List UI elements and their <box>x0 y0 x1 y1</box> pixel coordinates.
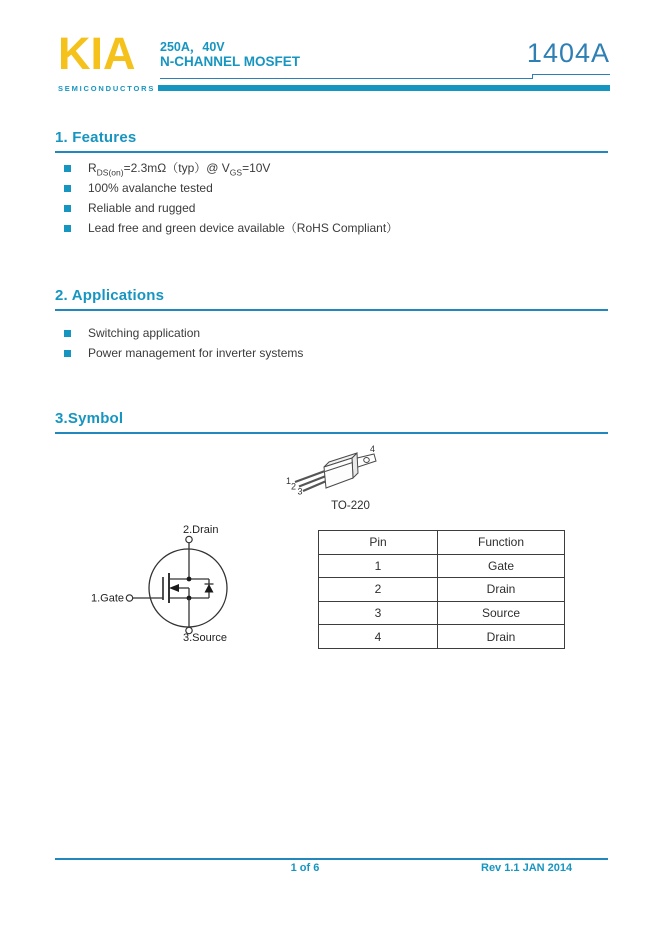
drain-terminal <box>186 536 192 542</box>
header-thin-rule-left <box>160 78 532 79</box>
feature-item-2 <box>64 181 213 196</box>
vgs-value: =10V <box>242 161 271 175</box>
bullet-icon <box>64 350 71 357</box>
rds-subscript: DS(on) <box>96 167 124 178</box>
pin-cell: 1 <box>319 554 438 578</box>
kia-logo-subtext: SEMICONDUCTORS <box>58 84 156 93</box>
pin-label-4: 4 <box>370 444 376 454</box>
applications-heading: 2. Applications <box>55 287 608 311</box>
table-row <box>319 578 565 602</box>
pin-cell: 3 <box>319 601 438 625</box>
lead-2 <box>299 476 326 487</box>
function-cell: Source <box>438 601 565 625</box>
bullet-icon <box>64 205 71 212</box>
feature-item-text: Lead free and green device available（RoHS Compliant） <box>88 221 399 235</box>
application-item-1 <box>64 326 200 341</box>
header-thick-rule <box>158 85 610 91</box>
lead-1 <box>295 471 325 482</box>
feature-item-1 <box>64 161 270 180</box>
table-header-pin: Pin <box>319 531 438 555</box>
substrate-arrow <box>169 584 179 592</box>
source-label: 3.Source <box>183 632 228 644</box>
vgs-subscript: GS <box>229 167 243 178</box>
feature-item-text: Reliable and rugged <box>88 201 196 215</box>
mounting-hole <box>364 458 370 463</box>
table-row <box>319 554 565 578</box>
lead-3 <box>303 481 328 492</box>
kia-logo: KIA <box>58 28 136 79</box>
pin-label-3: 3 <box>297 486 303 497</box>
features-heading: 1. Features <box>55 129 608 153</box>
drain-label: 2.Drain <box>183 524 219 536</box>
header-thin-rule-right <box>532 74 610 75</box>
function-cell: Gate <box>438 554 565 578</box>
feature-item-text: 100% avalanche tested <box>88 181 213 195</box>
to220-package-drawing <box>283 441 388 503</box>
product-rating: 250A，40V <box>160 40 225 54</box>
rds-symbol: R <box>88 161 97 175</box>
footer-rule <box>55 858 608 860</box>
rds-value: =2.3mΩ（typ）@ V <box>123 161 230 175</box>
drain-junction-dot <box>187 577 192 582</box>
part-number: 1404A <box>526 38 610 68</box>
application-item-text: Switching application <box>88 326 201 340</box>
pin-label-1: 1 <box>286 476 292 486</box>
mosfet-schematic <box>80 522 232 646</box>
feature-item-3 <box>64 201 195 216</box>
bullet-icon <box>64 185 71 192</box>
page-number: 1 of 6 <box>290 862 320 874</box>
function-cell: Drain <box>438 625 565 649</box>
table-row <box>319 601 565 625</box>
pin-cell: 4 <box>319 625 438 649</box>
feature-item-text <box>88 161 270 180</box>
pin-function-table <box>318 530 565 649</box>
bullet-icon <box>64 225 71 232</box>
gate-label: 1.Gate <box>90 592 124 605</box>
table-row <box>319 625 565 649</box>
body-diode-arrow <box>205 584 214 593</box>
feature-item-4 <box>64 221 398 236</box>
table-header-function: Function <box>438 531 565 555</box>
bullet-icon <box>64 330 71 337</box>
bullet-icon <box>64 165 71 172</box>
pin-label-2: 2 <box>291 481 297 492</box>
table-header-row <box>319 531 565 555</box>
device-type: N-CHANNEL MOSFET <box>160 54 300 69</box>
pin-cell: 2 <box>319 578 438 602</box>
revision-label: Rev 1.1 JAN 2014 <box>481 862 573 874</box>
application-item-text: Power management for inverter systems <box>88 346 304 360</box>
function-cell: Drain <box>438 578 565 602</box>
application-item-2 <box>64 346 303 361</box>
gate-terminal <box>126 595 132 601</box>
symbol-heading: 3.Symbol <box>55 410 608 434</box>
package-name-label: TO-220 <box>331 500 370 512</box>
header-thin-rule-step <box>532 74 533 79</box>
